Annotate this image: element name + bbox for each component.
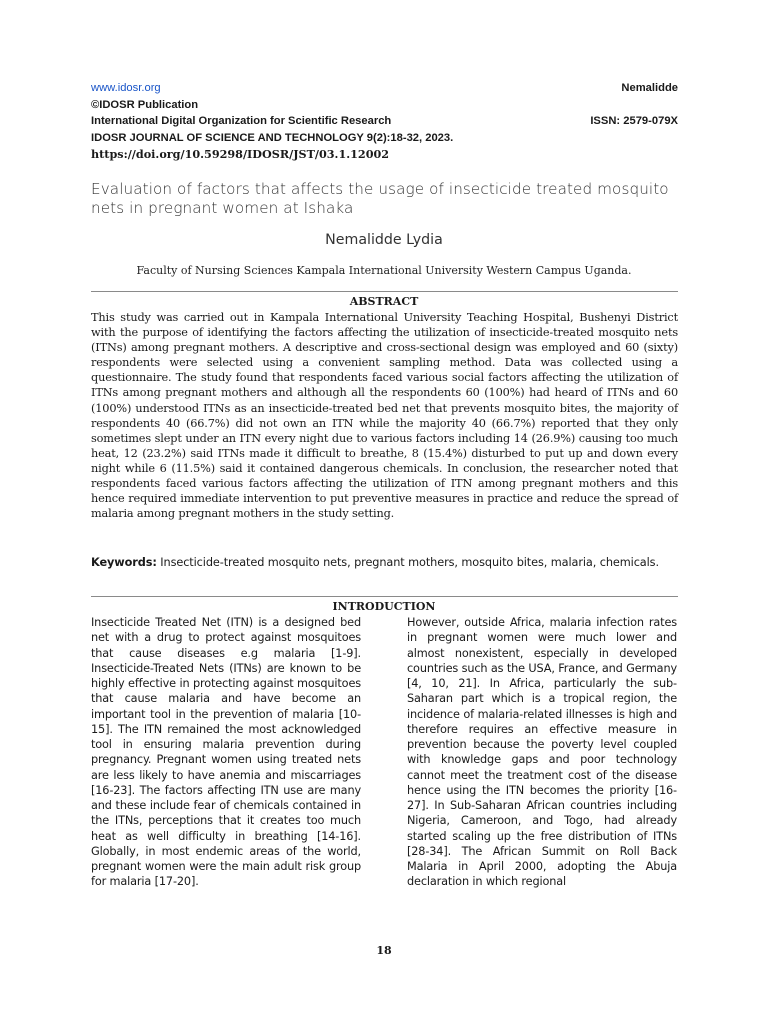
issn: ISSN: 2579-079X — [590, 115, 678, 127]
keywords — [91, 555, 678, 570]
keywords-list: Insecticide-treated mosquito nets, pregnant mothers, mosquito bites, malaria, chemicals. — [156, 556, 659, 569]
introduction-heading: INTRODUCTION — [332, 600, 436, 613]
intro-right-column: However, outside Africa, malaria infection rates in pregnant women were much lower and almost nonexistent, especially in developed countries such as the USA, France, and Germany [4, 10, 21]. In Africa, particularly the sub-Saharan part which is a tropical region, the incidence of malaria-related illnesses is high and therefore requires an effective measure in prevention because the poverty level coupled with knowledge gaps and poor technology cannot meet the treatment cost of the disease hence using the ITN becomes the priority [16-27]. In Sub-Saharan African countries including Nigeria, Cameroon, and Togo, had already started scaling up the free distribution of ITNs [28-34]. The African Summit on Roll Back Malaria in April 2000, adopting the Abuja declaration in which regional — [407, 616, 677, 889]
journal-header — [91, 80, 678, 163]
paper-title: Evaluation of factors that affects the usage of insecticide treated mosquito nets in pregnant women at Ishaka — [91, 180, 669, 217]
website-link[interactable]: www.idosr.org — [91, 82, 161, 94]
keywords-label: Keywords: — [91, 556, 157, 569]
abstract-heading: ABSTRACT — [349, 295, 419, 308]
divider — [91, 596, 678, 597]
doi-line: https://doi.org/10.59298/IDOSR/JST/03.1.12002 — [91, 147, 390, 161]
divider — [91, 291, 678, 292]
author-affiliation: Faculty of Nursing Sciences Kampala International University Western Campus Uganda. — [136, 264, 632, 277]
page-number: 18 — [376, 944, 392, 957]
organization-line: International Digital Organization for Scientific Research — [91, 115, 392, 127]
publication-line: ©IDOSR Publication — [91, 98, 199, 111]
abstract-body: This study was carried out in Kampala International University Teaching Hospital, Bushenyi District with the purpose of identifying the factors affecting the utilization of insecticide-treated mosquito nets (ITNs) among pregnant mothers. A descriptive and cross-sectional design was employed and 60 (sixty) respondents were selected using a convenient sampling method. Data was collected using a questionnaire. The study found that respondents faced various social factors affecting the utilization of ITNs among pregnant mothers and although all the respondents 60 (100%) had heard of ITNs and 60 (100%) understood ITNs as an insecticide-treated bed net that prevents mosquito bites, the majority of respondents 40 (66.7%) did not own an ITN while the majority 40 (66.7%) reported that they only sometimes slept under an ITN every night due to various factors including 14 (26.9%) causing too much heat, 12 (23.2%) said ITNs made it difficult to breathe, 8 (15.4%) disturbed to put up and down every night while 6 (11.5%) said it contained dangerous chemicals. In conclusion, the researcher noted that respondents faced various factors affecting the utilization of ITN among pregnant mothers and this hence required immediate intervention to put preventive measures in practice and reduce the spread of malaria among pregnant mothers in the study setting. — [91, 311, 678, 521]
intro-left-column: Insecticide Treated Net (ITN) is a designed bed net with a drug to protect against mosquitoes that cause diseases e.g malaria [1-9]. Insecticide-Treated Nets (ITNs) are known to be highly effective in protecting against mosquitoes that cause malaria and have become an important tool in the prevention of malaria [10-15]. The ITN remained the most acknowledged tool in ensuring malaria prevention during pregnancy. Pregnant women using treated nets are less likely to have anemia and miscarriages [16-23]. The factors affecting ITN use are many and these include fear of chemicals contained in the ITNs, perceptions that it creates too much heat as well difficulty in breathing [14-16]. Globally, in most endemic areas of the world, pregnant women were the main adult risk group for malaria [17-20]. — [91, 616, 361, 889]
paper-author: Nemalidde Lydia — [325, 232, 443, 248]
running-author: Nemalidde — [621, 82, 678, 94]
journal-line: IDOSR JOURNAL OF SCIENCE AND TECHNOLOGY 9(2):18-32, 2023. — [91, 131, 454, 144]
